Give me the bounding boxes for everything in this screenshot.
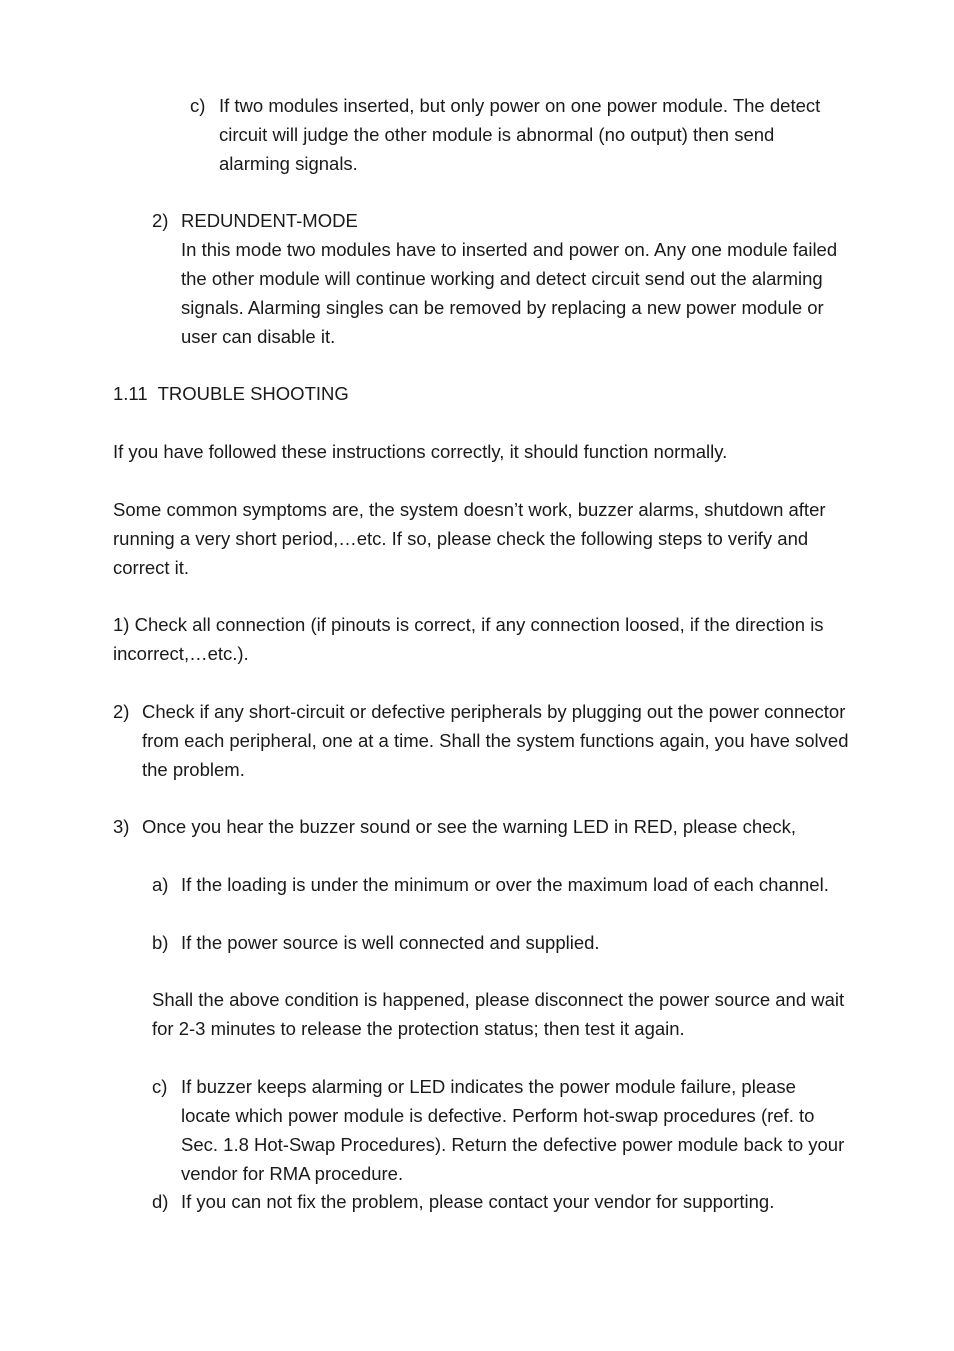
mode-title: REDUNDENT-MODE bbox=[181, 210, 358, 231]
intro-paragraph: If you have followed these instructions correctly, it should function normally. bbox=[113, 441, 728, 462]
sub-item-a bbox=[152, 870, 850, 899]
list-item-text: If the power source is well connected and supplied. bbox=[181, 932, 600, 953]
condition-paragraph: Shall the above condition is happened, please disconnect the power source and wait for 2-3 minutes to release the protection status; then test it again. bbox=[152, 989, 845, 1039]
sub-item-b bbox=[152, 928, 850, 957]
list-marker: c) bbox=[152, 1076, 168, 1097]
section-heading: 1.11 TROUBLE SHOOTING bbox=[113, 383, 349, 404]
list-item-c-top bbox=[190, 91, 850, 178]
list-item-text: If you can not fix the problem, please contact your vendor for supporting. bbox=[181, 1191, 775, 1212]
list-marker: 3) bbox=[113, 816, 130, 837]
list-item-redundent-mode bbox=[152, 206, 850, 351]
sub-item-c bbox=[152, 1072, 850, 1188]
list-marker: b) bbox=[152, 932, 169, 953]
sub-item-d bbox=[152, 1187, 850, 1216]
symptoms-paragraph: Some common symptoms are, the system doesn’t work, buzzer alarms, shutdown after running a very short period,…etc. If so, please check the following steps to verify and correct it. bbox=[113, 499, 826, 578]
step-2-item bbox=[113, 697, 853, 784]
list-item-text: If buzzer keeps alarming or LED indicates the power module failure, please locate which power module is defective. Perform hot-swap procedures (ref. to Sec. 1.8 Hot-Swap Procedures). Return the defective power module back to your vendor for RMA procedure. bbox=[181, 1076, 845, 1184]
mode-description: In this mode two modules have to inserted and power on. Any one module failed the other module will continue working and detect circuit send out the alarming signals. Alarming singles can be removed by replacing a new power module or user can disable it. bbox=[181, 239, 838, 347]
list-marker: d) bbox=[152, 1191, 169, 1212]
step-3-item bbox=[113, 812, 853, 841]
list-item-text: If the loading is under the minimum or over the maximum load of each channel. bbox=[181, 874, 829, 895]
list-marker: 2) bbox=[152, 210, 169, 231]
list-item-text: Check if any short-circuit or defective peripherals by plugging out the power connector from each peripheral, one at a time. Shall the system functions again, you have solved the problem. bbox=[142, 701, 849, 780]
list-item-text: Once you hear the buzzer sound or see the warning LED in RED, please check, bbox=[142, 816, 797, 837]
list-marker: c) bbox=[190, 95, 206, 116]
step-1-paragraph: 1) Check all connection (if pinouts is correct, if any connection loosed, if the direction is incorrect,…etc.). bbox=[113, 614, 824, 664]
list-marker: 2) bbox=[113, 701, 130, 722]
list-marker: a) bbox=[152, 874, 169, 895]
list-item-text: If two modules inserted, but only power on one power module. The detect circuit will judge the other module is abnormal (no output) then send alarming signals. bbox=[219, 95, 821, 174]
